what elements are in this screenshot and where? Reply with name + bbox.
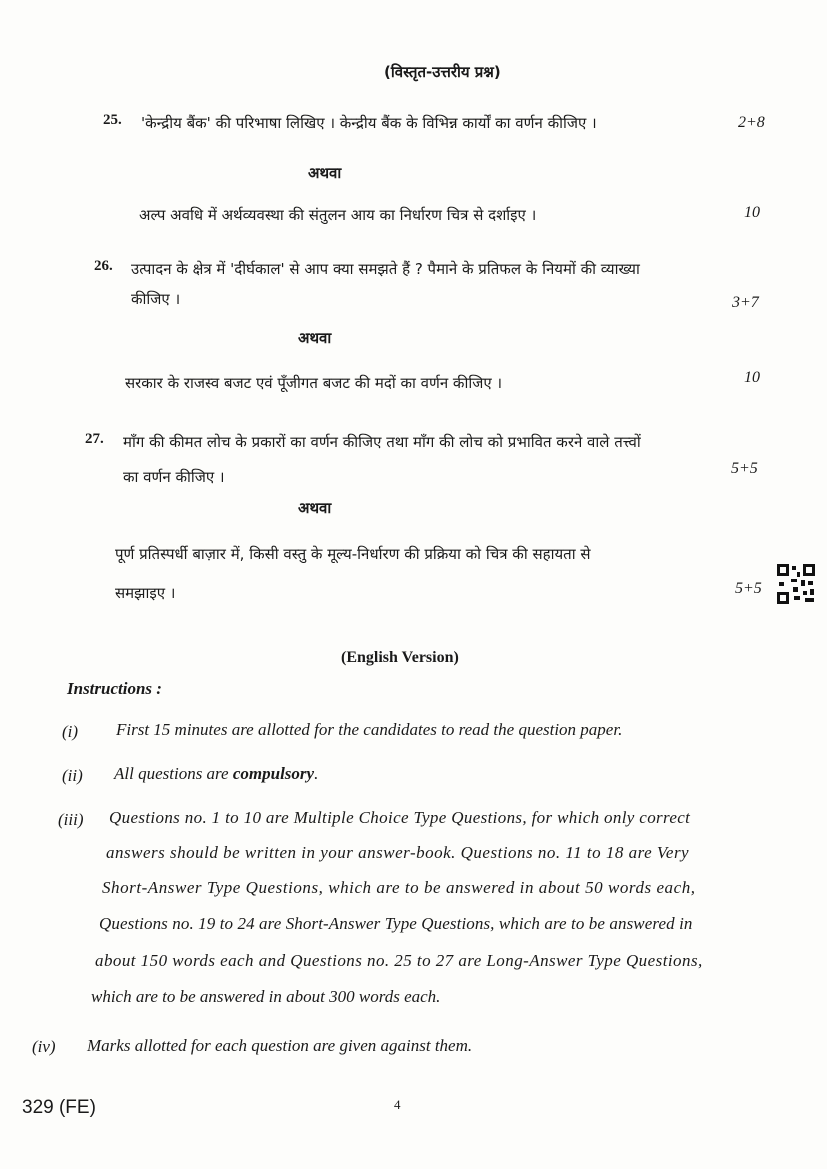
question-25-text: 'केन्द्रीय बैंक' की परिभाषा लिखिए । केन्द्रीय बैंक के विभिन्न कार्यों का वर्णन कीजिए । — [141, 114, 597, 132]
instruction-3-line-5: about 150 words each and Questions no. 25 to 27 are Long-Answer Type Questions, — [95, 951, 703, 970]
question-number-26: 26. — [94, 258, 113, 274]
page-number: 4 — [394, 1097, 401, 1112]
instruction-1-text: First 15 minutes are allotted for the candidates to read the question paper. — [116, 720, 623, 739]
question-27-alt-marks: 5+5 — [735, 580, 762, 597]
or-label-27: अथवा — [298, 499, 332, 517]
section-title: (विस्तृत-उत्तरीय प्रश्न) — [384, 63, 501, 81]
instruction-3-line-4: Questions no. 19 to 24 are Short-Answer Type Questions, which are to be answered in — [99, 914, 693, 933]
question-27-alt-text-line2: समझाइए । — [115, 584, 176, 602]
paper-code: 329 (FE) — [22, 1097, 96, 1118]
question-26-alt-text: सरकार के राजस्व बजट एवं पूँजीगत बजट की मदों का वर्णन कीजिए । — [125, 374, 503, 392]
instructions-heading: Instructions : — [67, 679, 162, 698]
instruction-number-1: (i) — [62, 722, 79, 741]
question-27-marks: 5+5 — [731, 460, 758, 477]
question-number-25: 25. — [103, 112, 122, 128]
question-25-alt-text: अल्प अवधि में अर्थव्यवस्था की संतुलन आय का निर्धारण चित्र से दर्शाइए । — [139, 206, 537, 224]
question-25-marks: 2+8 — [738, 114, 765, 131]
question-25-alt-marks: 10 — [744, 204, 760, 221]
instruction-3-line-2: answers should be written in your answer-book. Questions no. 11 to 18 are Very — [106, 843, 690, 862]
instruction-4-text: Marks allotted for each question are given against them. — [87, 1036, 473, 1055]
question-26-text-line2: कीजिए । — [131, 290, 181, 308]
question-26-alt-marks: 10 — [744, 369, 760, 386]
or-label-25: अथवा — [308, 164, 342, 182]
question-26-marks: 3+7 — [732, 294, 759, 311]
question-27-alt-text-line1: पूर्ण प्रतिस्पर्धी बाज़ार में, किसी वस्तु के मूल्य-निर्धारण की प्रक्रिया को चित्र की सहायता से — [115, 545, 591, 563]
instruction-3-line-1: Questions no. 1 to 10 are Multiple Choice Type Questions, for which only correct — [109, 808, 691, 827]
instruction-3-line-6: which are to be answered in about 300 words each. — [91, 987, 441, 1006]
question-27-text-line1: माँग की कीमत लोच के प्रकारों का वर्णन कीजिए तथा माँग की लोच को प्रभावित करने वाले तत्त्वों — [123, 433, 641, 451]
english-version-title: (English Version) — [341, 649, 459, 666]
question-27-text-line2: का वर्णन कीजिए । — [123, 468, 225, 486]
compulsory-emphasis: compulsory — [232, 764, 315, 783]
instruction-number-3: (iii) — [58, 810, 84, 829]
instruction-number-2: (ii) — [62, 766, 83, 785]
instruction-2-text: All questions are compulsory. — [114, 764, 319, 783]
question-26-text-line1: उत्पादन के क्षेत्र में 'दीर्घकाल' से आप क्या समझते हैं ? पैमाने के प्रतिफल के नियमों की व्याख्या — [131, 260, 640, 278]
or-label-26: अथवा — [298, 329, 332, 347]
instruction-3-line-3: Short-Answer Type Questions, which are to be answered in about 50 words each, — [102, 878, 696, 897]
instruction-number-4: (iv) — [32, 1037, 56, 1056]
qr-code-icon — [777, 564, 815, 604]
question-number-27: 27. — [85, 431, 104, 447]
